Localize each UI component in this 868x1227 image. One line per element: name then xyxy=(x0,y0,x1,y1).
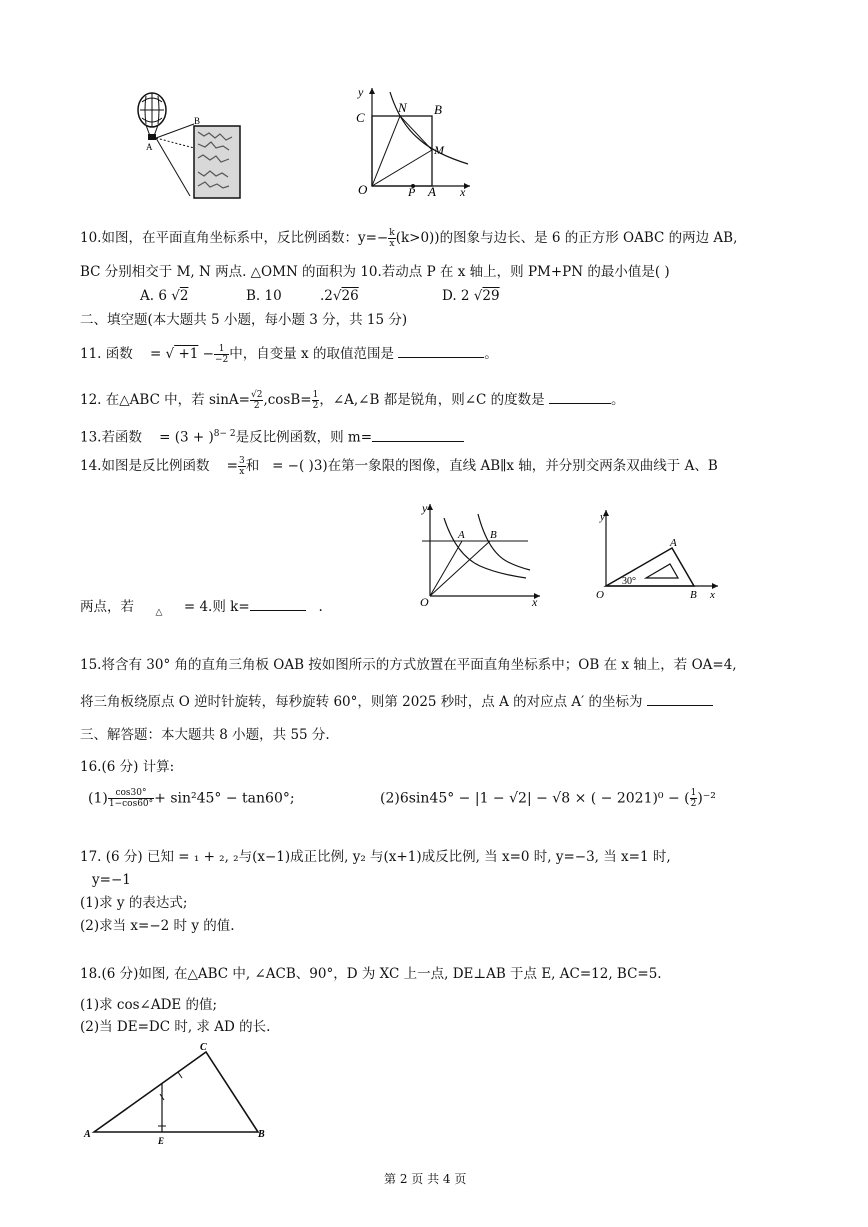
q10-option-b: B. 10 xyxy=(246,288,282,304)
q18-figure xyxy=(82,1038,282,1148)
q15-fig-label-y: y xyxy=(600,511,605,523)
q14-line2: 两点，若 $_\triangle$ = 4.则 k= . xyxy=(80,596,323,622)
q10-line2: BC 分别相交于 M, N 两点. △OMN 的面积为 10.若动点 P 在 x 轴上，则 PM+PN 的最小值是( ) xyxy=(80,264,670,280)
q10-figure xyxy=(350,84,475,196)
q14-fig-label-y: y xyxy=(422,501,428,515)
q16-part1: (1) $\frac{\cos 30^\circ}{1-\cos 60^\circ}$ + sin²45° − tan60°; xyxy=(88,788,295,809)
q15-fig-label-a: A xyxy=(670,537,677,549)
q10-fig-label-p: P xyxy=(408,185,416,196)
q10-option-a: A. 6 √2 xyxy=(140,288,189,304)
q18-part2: (2)当 DE=DC 时, 求 AD 的长. xyxy=(80,1019,271,1035)
q10-option-d: D. 2 √29 xyxy=(442,288,500,304)
q10-fig-label-c: C xyxy=(356,110,365,125)
q13: 13.若函数 = $(3 + )^{8- 2}$是反比例函数，则 m= xyxy=(80,425,464,447)
q16-title: 16.(6 分) 计算: xyxy=(80,759,175,775)
q15-line2: 将三角板绕原点 O 逆时针旋转，每秒旋转 60°，则第 2025 秒时，点 A 的对应点 A′ 的坐标为 xyxy=(80,691,713,711)
q18-line1: 18.(6 分)如图, 在△ABC 中, ∠ACB、90°，D 为 XC 上一点, DE⊥AB 于点 E, AC=12, BC=5. xyxy=(80,966,662,982)
q10-fig-label-y: y xyxy=(358,85,364,99)
q15-fig-label-angle: 30° xyxy=(622,576,636,587)
q15-figure xyxy=(596,506,724,602)
q12: 12. 在△ABC 中，若 sinA= $\frac{√2}{2}$ ,cosB= $\frac{1}{2}$ ，∠A,∠B 都是锐角，则∠C 的度数是 。 xyxy=(80,390,625,411)
q15-fig-label-x: x xyxy=(710,589,715,601)
q14-fig-label-o: O xyxy=(420,595,429,608)
q15-fig-label-o: O xyxy=(596,589,604,601)
q14-fig-label-x: x xyxy=(532,595,538,608)
q15-fig-label-b: B xyxy=(690,589,697,601)
q10-fig-label-b: B xyxy=(434,102,442,117)
balloon-figure xyxy=(128,88,248,203)
q14-fig-label-b: B xyxy=(490,529,497,541)
q10-fig-label-n: N xyxy=(398,100,407,115)
q17-part2: (2)求当 x=−2 时 y 的值. xyxy=(80,918,235,934)
q18-part1: (1)求 cos∠ADE 的值; xyxy=(80,997,218,1013)
q10-line1: 10.如图，在平面直角坐标系中，反比例函数：y=− $\frac{k}{x}$ (k>0))的图象与边长、是 6 的正方形 OABC 的两边 AB, xyxy=(80,228,738,249)
q17-part1: (1)求 y 的表达式; xyxy=(80,895,188,911)
q11: 11. 函数 = √ +1 − $\frac{1}{-2}$ 中，自变量 x 的取值范围是 。 xyxy=(80,344,498,365)
section-2-heading: 二、填空题(本大题共 5 小题，每小题 3 分，共 15 分) xyxy=(80,312,408,328)
q17-line2: y=−1 xyxy=(92,872,131,888)
q18-fig-label-a: A xyxy=(84,1129,91,1140)
q10-fig-label-a: A xyxy=(428,184,436,196)
q10-option-c: .2√26 xyxy=(320,288,359,304)
section-3-heading: 三、解答题：本大题共 8 小题，共 55 分. xyxy=(80,727,330,743)
q10-fig-label-o: O xyxy=(358,182,368,196)
q18-fig-label-e: E xyxy=(158,1136,165,1146)
q16-part2: (2)6sin45° − |1 − √2| − √8 × ( − 2021)⁰ − ( $\frac{1}{2}$ )⁻² xyxy=(380,788,716,809)
q17-line1: 17. (6 分) 已知 = ₁ + ₂, ₂与(x−1)成正比例, y₂ 与(x+1)成反比例, 当 x=0 时, y=−3, 当 x=1 时, xyxy=(80,849,671,865)
q14-fig-label-a: A xyxy=(458,529,465,541)
q18-fig-label-b: B xyxy=(258,1129,265,1140)
q18-fig-label-c: C xyxy=(200,1042,207,1053)
balloon-label-a: A xyxy=(146,142,153,152)
q10-fig-label-x: x xyxy=(460,185,466,196)
q10-fig-label-m: M xyxy=(434,143,444,157)
q14-line1: 14.如图是反比例函数 = $\frac{3}{x}$ 和 = −( )3)在第一象限的图像，直线 AB∥x 轴，并分别交两条双曲线于 A、B xyxy=(80,456,718,477)
balloon-label-b: B xyxy=(194,116,201,126)
page-footer: 第 2 页 共 4 页 xyxy=(384,1172,467,1186)
q14-figure xyxy=(418,500,546,608)
q15-line1: 15.将含有 30° 角的直角三角板 OAB 按如图所示的方式放置在平面直角坐标系中；OB 在 x 轴上，若 OA=4, xyxy=(80,657,737,673)
